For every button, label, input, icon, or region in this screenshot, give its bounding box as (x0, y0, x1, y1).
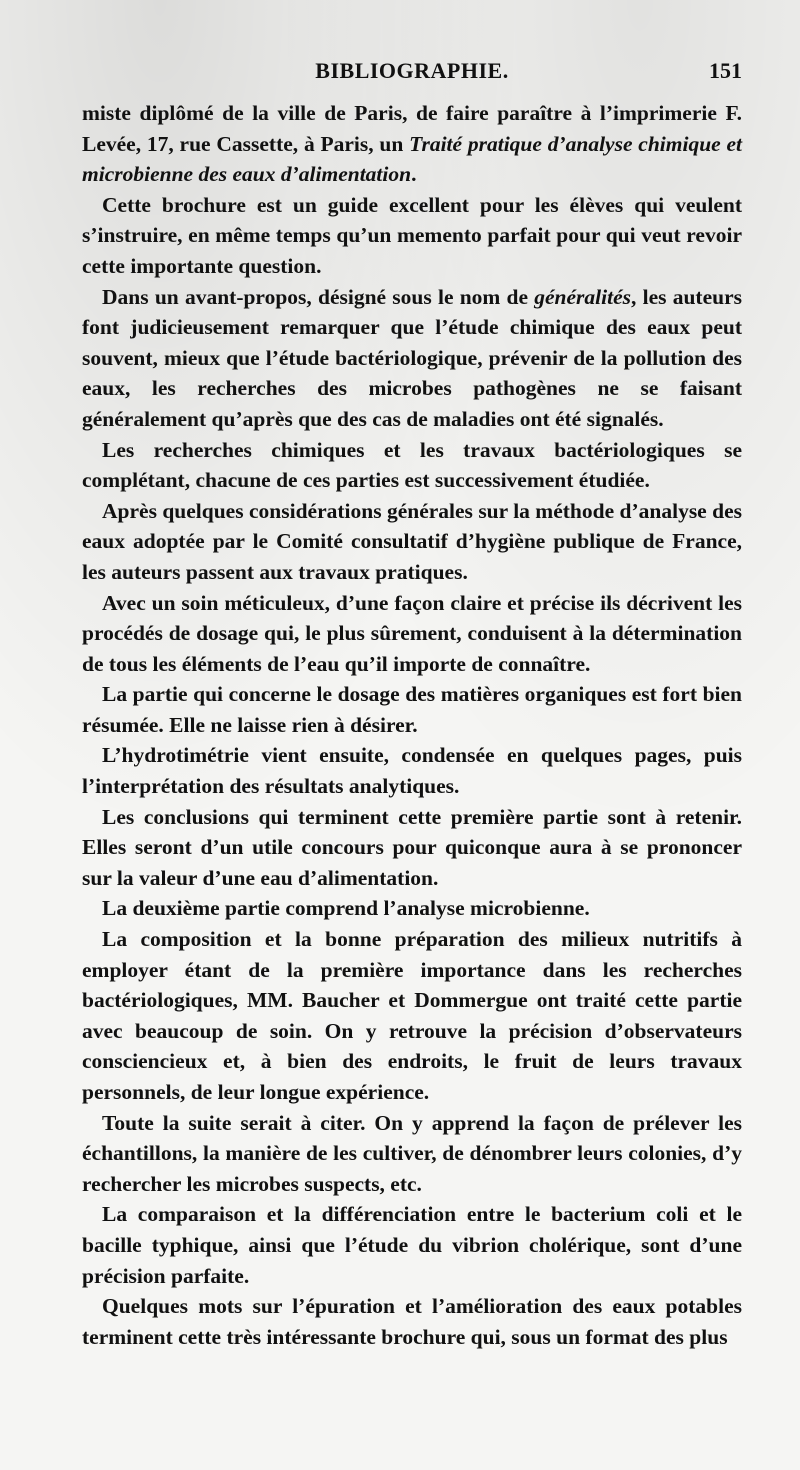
paragraph: La composition et la bonne préparation des milieux nutritifs à employer étant de la première importance dans les recherches bactériologiques, MM. Baucher et Dommergue ont traité cette partie avec beaucoup de soin. On y retrouve la précision d’observateurs consciencieux et, à bien des endroits, le fruit de leurs travaux personnels, de leur longue expérience. (82, 927, 742, 1104)
running-head (82, 58, 742, 88)
emphasis-term: généralités (534, 284, 632, 309)
paragraph: L’hydrotimétrie vient ensuite, condensée en quelques pages, puis l’interprétation des résultats analytiques. (82, 743, 742, 799)
paragraph: La partie qui concerne le dosage des matières organiques est fort bien résumée. Elle ne laisse rien à désirer. (82, 682, 742, 737)
paragraph: Cette brochure est un guide excellent pour les élèves qui veulent s’instruire, en même temps qu’un memento parfait pour qui veut revoir cette importante question. (82, 192, 742, 278)
paragraph: Quelques mots sur l’épuration et l’amélioration des eaux potables terminent cette très intéressante brochure qui, sous un format des plus (82, 1294, 742, 1349)
paragraph: Après quelques considérations générales sur la méthode d’analyse des eaux adoptée par le Comité consultatif d’hygiène publique de France, les auteurs passent aux travaux pratiques. (82, 498, 742, 584)
paragraph-continuation: miste diplômé de la ville de Paris, de faire paraître à l’imprimerie F. Levée, 17, rue Cassette, à Paris, un Traité pratique d’analyse chimique et microbienne des eaux d’alimentation. (82, 101, 743, 187)
body-text (82, 98, 742, 1352)
page-number: 151 (709, 58, 742, 83)
paragraph: Les conclusions qui terminent cette première partie sont à retenir. Elles seront d’un utile concours pour quiconque aura à se prononcer sur la valeur d’une eau d’alimentation. (82, 804, 742, 890)
paragraph: Les recherches chimiques et les travaux bactériologiques se complétant, chacune de ces parties est successivement étudiée. (82, 437, 742, 493)
book-title: Traité pratique d’analyse chimique et microbienne des eaux d’alimentation (82, 131, 743, 187)
paragraph: Avec un soin méticuleux, d’une façon claire et précise ils décrivent les procédés de dosage qui, le plus sûrement, conduisent à la détermination de tous les éléments de l’eau qu’il importe de connaître. (82, 590, 742, 676)
paragraph: Dans un avant-propos, désigné sous le nom de généralités, les auteurs font judicieusement remarquer que l’étude chimique des eaux peut souvent, mieux que l’étude bactériologique, prévenir de la pollution des eaux, les recherches des microbes pathogènes ne se faisant généralement qu’après que des cas de maladies ont été signalés. (82, 284, 742, 431)
paragraph: La deuxième partie comprend l’analyse microbienne. (102, 896, 590, 921)
paragraph: Toute la suite serait à citer. On y apprend la façon de prélever les échantillons, la manière de les cultiver, de dénombrer leurs colonies, d’y rechercher les microbes suspects, etc. (82, 1110, 742, 1196)
page-header-title: BIBLIOGRAPHIE. (315, 58, 509, 83)
paragraph: La comparaison et la différenciation entre le bacterium coli et le bacille typhique, ainsi que l’étude du vibrion cholérique, sont d’une précision parfaite. (82, 1202, 742, 1288)
